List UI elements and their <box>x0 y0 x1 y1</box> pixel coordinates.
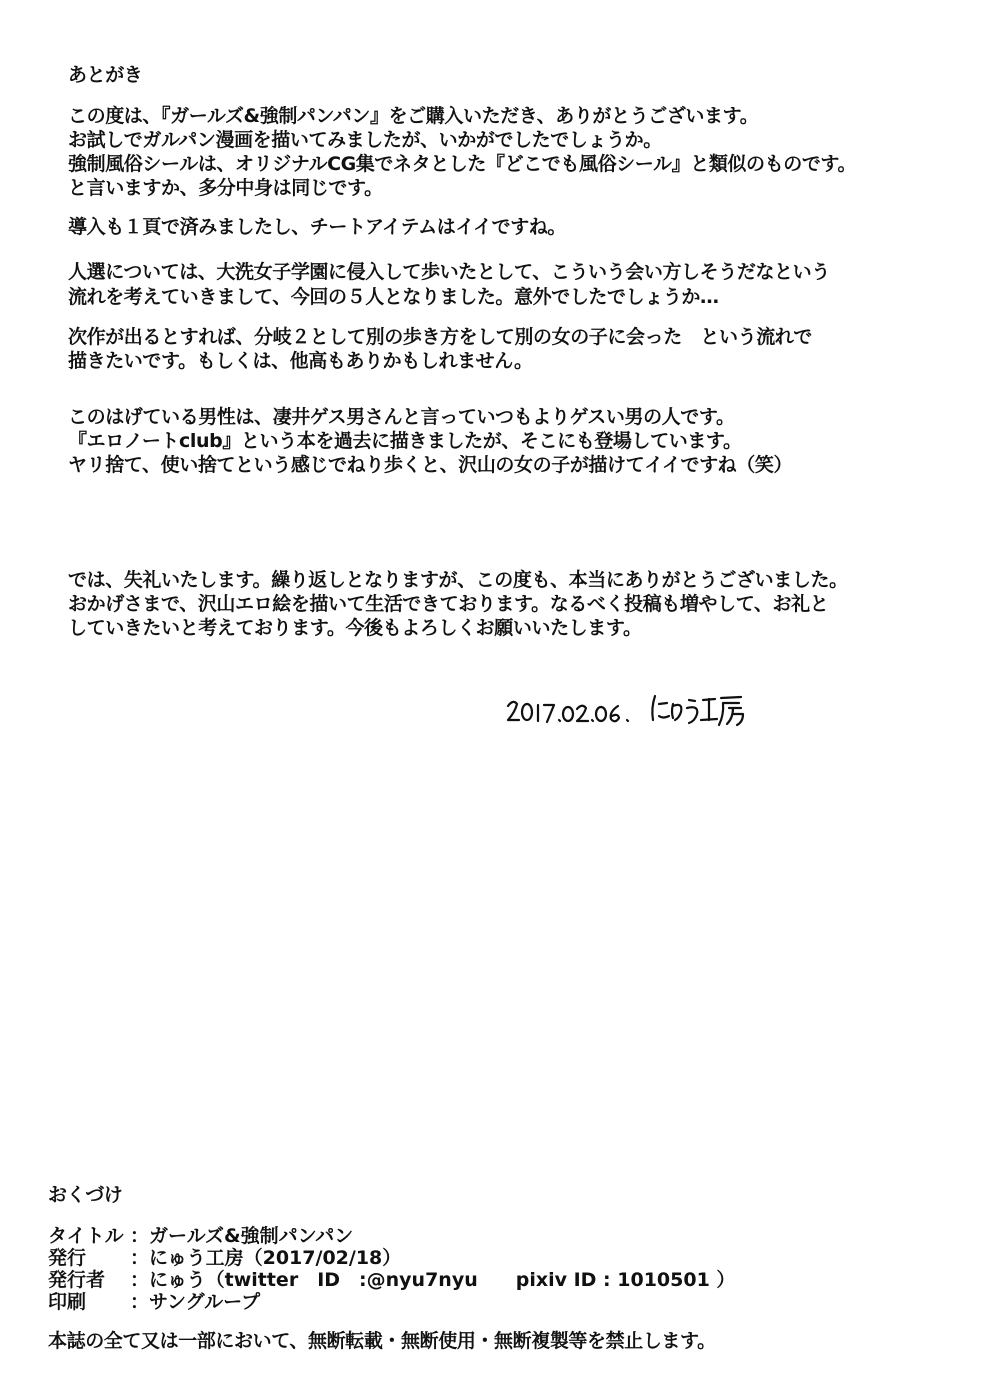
afterword-line: お試しでガルパン漫画を描いてみましたが、いかがでしたでしょうか。 <box>68 129 662 151</box>
colophon-key: タイトル <box>48 1225 124 1247</box>
colophon-row-issuer <box>48 1268 948 1292</box>
afterword-line: では、失礼いたします。繰り返しとなりますが、この度も、本当にありがとうございました。 <box>68 569 848 591</box>
afterword-line: おかげさまで、沢山エロ絵を描いて生活できております。なるべく投稿も増やして、お礼と <box>68 593 829 615</box>
afterword-line: 描きたいです。もしくは、他高もありかもしれません。 <box>68 350 533 372</box>
colophon-row-printer <box>48 1290 948 1314</box>
afterword-line: と言いますか、多分中身は同じです。 <box>68 177 383 199</box>
afterword-line: 人選については、大洗女子学園に侵入して歩いたとして、こういう会い方しそうだなという <box>68 261 830 283</box>
afterword-line: このはげている男性は、凄井ゲス男さんと言っていつもよりゲスい男の人です。 <box>68 406 735 428</box>
colophon-value: ：ガールズ&強制パンパン <box>130 1225 354 1247</box>
colophon-row-publisher <box>48 1246 948 1270</box>
afterword-line: 導入も１頁で済みましたし、チートアイテムはイイですね。 <box>68 216 567 238</box>
handwritten-signature <box>505 690 755 730</box>
colophon-value: ：にゅう（twitter ID :@nyu7nyu pixiv ID : 1010501 ） <box>130 1269 736 1291</box>
afterword-line: この度は、『ガールズ&強制パンパン』をご購入いただき、ありがとうございます。 <box>68 105 759 127</box>
copyright-notice: 本誌の全て又は一部において、無断転載・無断使用・無断複製等を禁止します。 <box>48 1330 716 1352</box>
afterword-heading: あとがき <box>68 64 143 86</box>
colophon-key: 印刷 <box>48 1291 87 1313</box>
colophon-key: 発行 <box>48 1247 87 1269</box>
afterword-line: 流れを考えていきまして、今回の５人となりました。意外でしたでしょうか… <box>68 286 719 308</box>
colophon-row-title <box>48 1224 948 1248</box>
colophon-value: ：にゅう工房（2017/02/18） <box>130 1247 402 1269</box>
colophon-key: 発行者 <box>48 1269 106 1291</box>
afterword-line: 次作が出るとすれば、分岐２として別の歩き方をして別の女の子に会った という流れで <box>68 326 813 348</box>
afterword-line: ヤリ捨て、使い捨てという感じでねり歩くと、沢山の女の子が描けてイイですね（笑） <box>68 454 793 476</box>
afterword-line: 強制風俗シールは、オリジナルCG集でネタとした『どこでも風俗シール』と類似のものです。 <box>68 153 857 175</box>
colophon-heading: おくづけ <box>48 1184 123 1206</box>
colophon-value: ：サングループ <box>130 1291 261 1313</box>
afterword-line: していきたいと考えております。今後もよろしくお願いいたします。 <box>68 617 642 639</box>
afterword-line: 『エロノートclub』という本を過去に描きましたが、そこにも登場しています。 <box>68 430 742 452</box>
